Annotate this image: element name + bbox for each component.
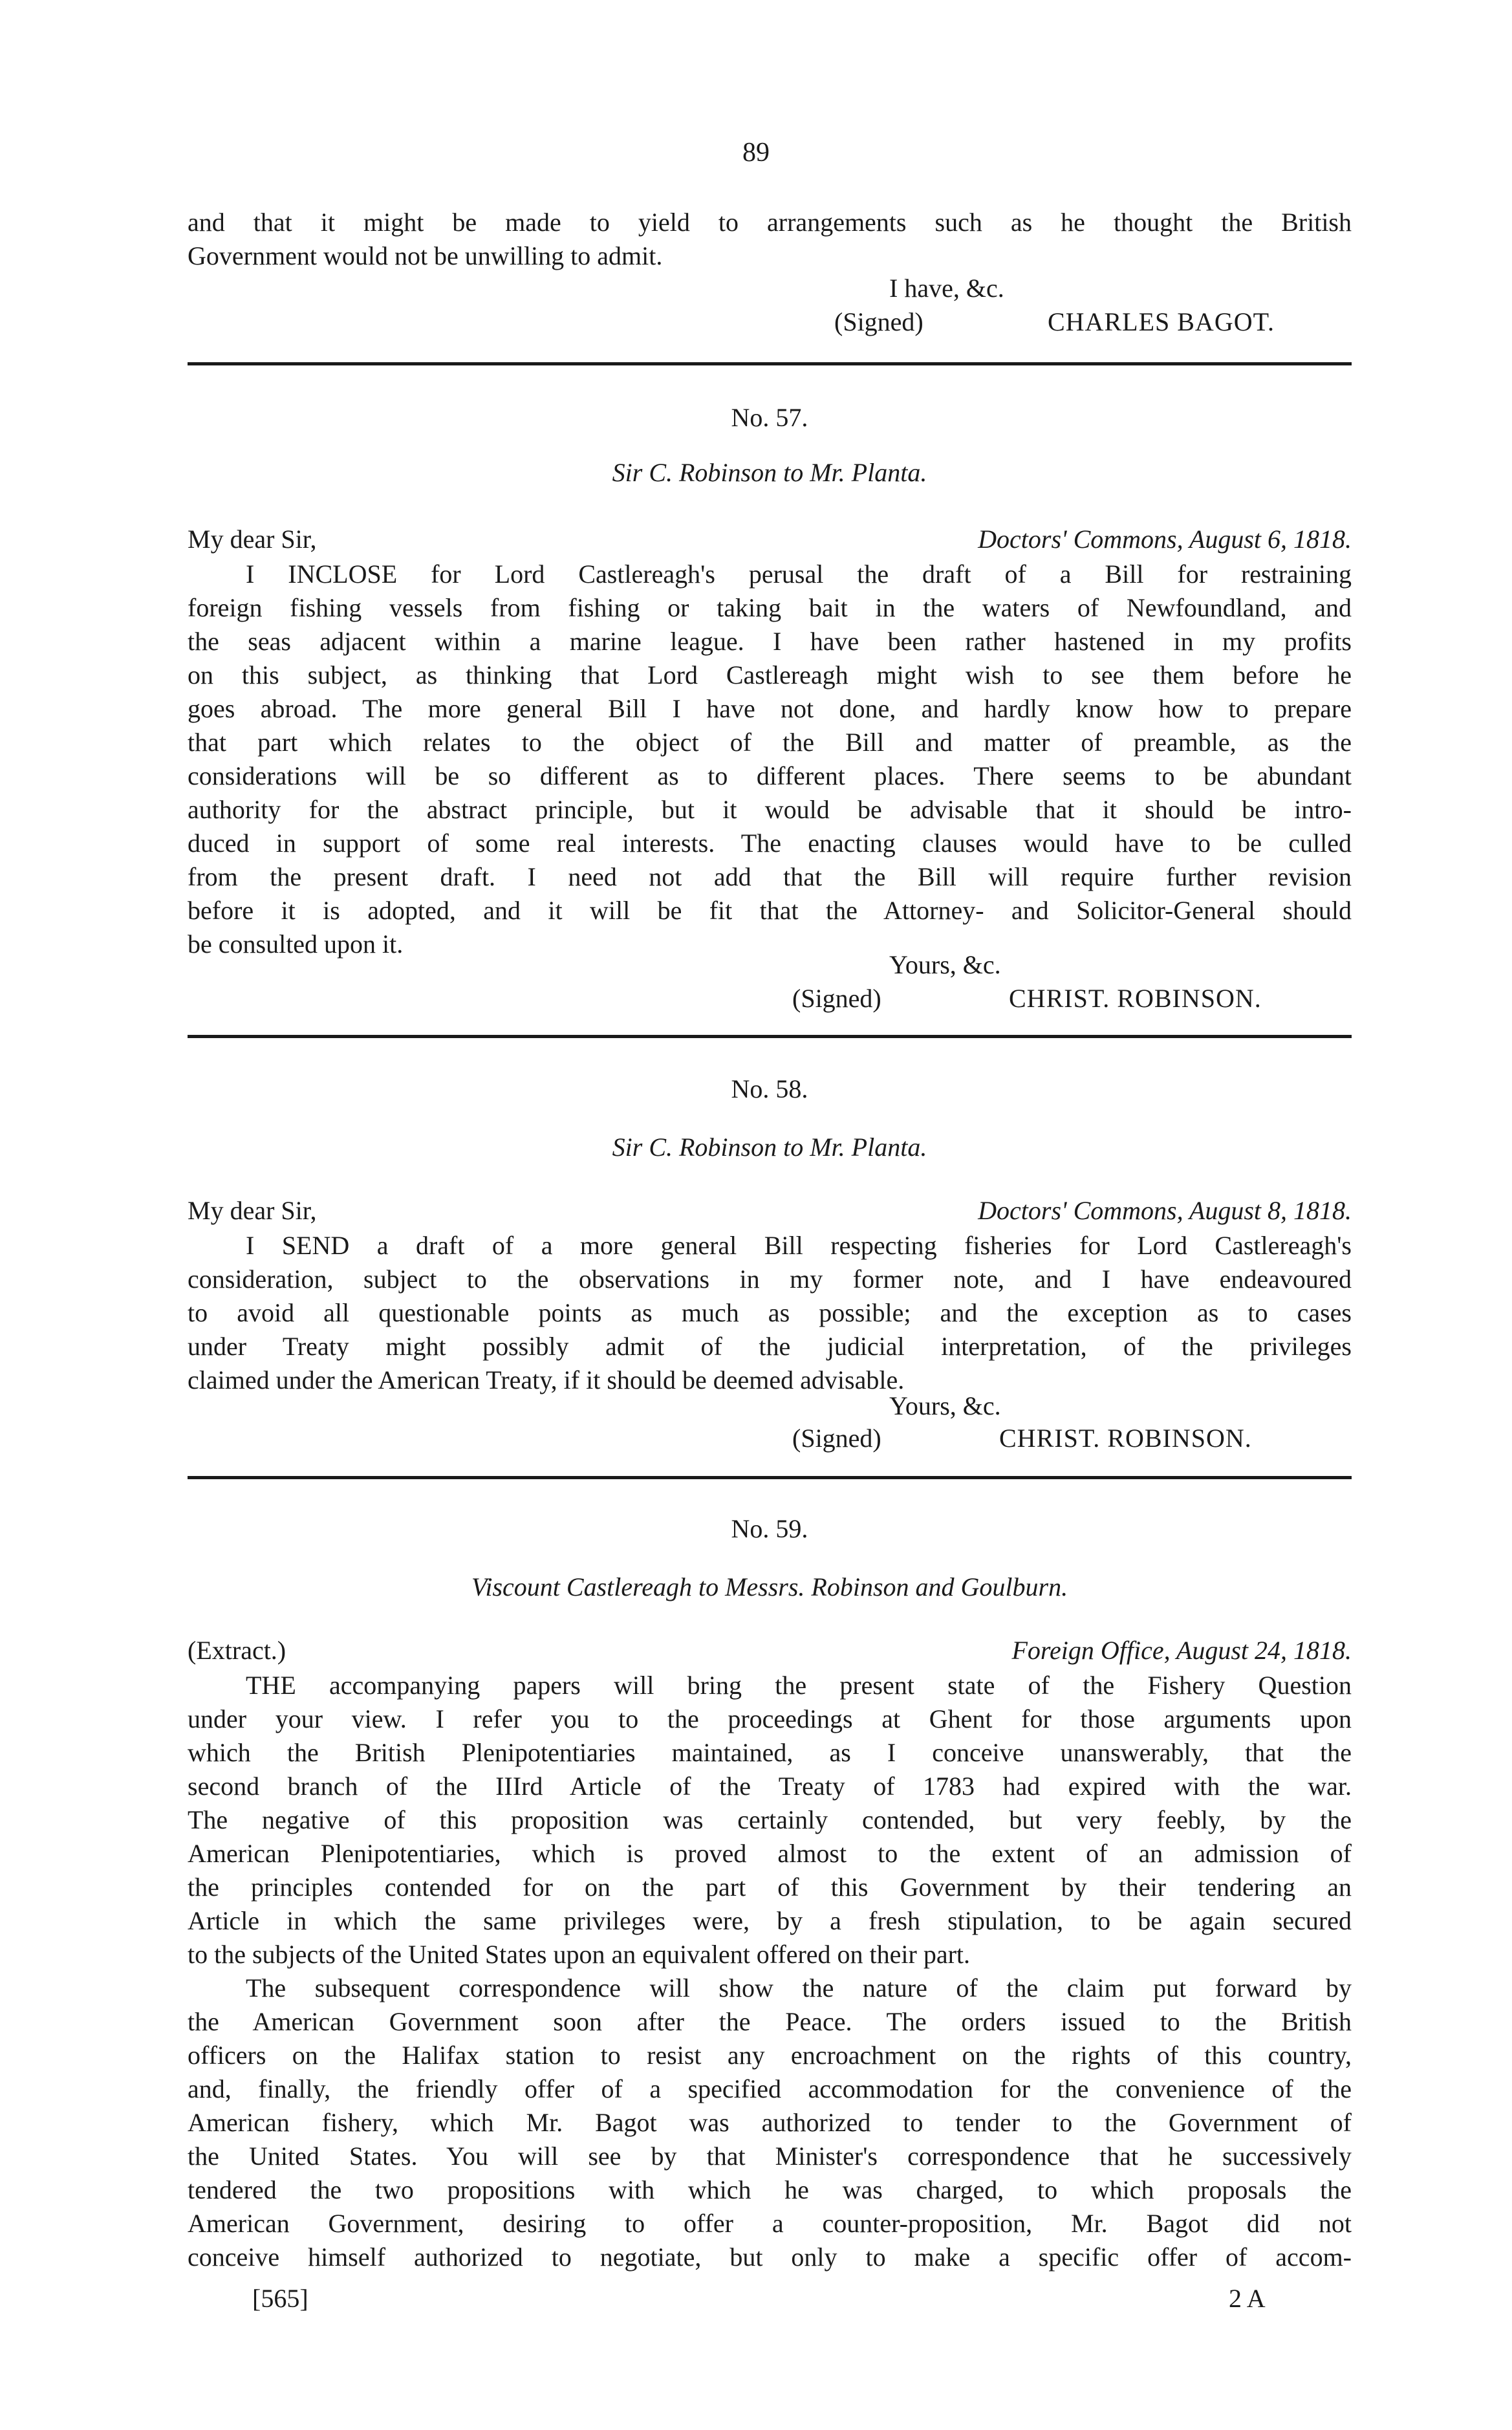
- text-line: I INCLOSE for Lord Castlereagh's perusal the draft of a Bill for restraining: [246, 559, 1352, 589]
- text-line: from the present draft. I need not add that the Bill will require further revision: [188, 862, 1352, 891]
- text-line: duced in support of some real interests. The enacting clauses would have to be culled: [188, 829, 1352, 858]
- text-line: consideration, subject to the observations in my former note, and I have endeavoured: [188, 1264, 1352, 1294]
- text-line: second branch of the IIIrd Article of the Treaty of 1783 had expired with the war.: [188, 1772, 1352, 1801]
- text-line: to the subjects of the United States upon an equivalent offered on their part.: [188, 1940, 971, 1969]
- text-line: under your view. I refer you to the proceedings at Ghent for those arguments upon: [188, 1704, 1352, 1733]
- section-divider: [188, 1035, 1352, 1038]
- letter-body: [188, 1229, 1352, 1397]
- text-line: that part which relates to the object of the Bill and matter of preamble, as the: [188, 728, 1352, 757]
- text-line: The subsequent correspondence will show the nature of the claim put forward by: [246, 1973, 1352, 2002]
- text-line: and that it might be made to yield to arrangements such as he thought the British: [188, 208, 1352, 237]
- signed-label: (Signed): [792, 984, 881, 1013]
- text-line: Article in which the same privileges were, by a fresh stipulation, to be again secured: [188, 1906, 1352, 1935]
- document-title: Sir C. Robinson to Mr. Planta.: [612, 1133, 927, 1162]
- text-line: the United States. You will see by that Minister's correspondence that he successively: [188, 2142, 1352, 2171]
- letter-body: [188, 558, 1352, 961]
- text-line: The negative of this proposition was certainly contended, but very feebly, by the: [188, 1805, 1352, 1834]
- text-line: under Treaty might possibly admit of the judicial interpretation, of the privileges: [188, 1332, 1352, 1361]
- text-line: authority for the abstract principle, but it would be advisable that it should be intro-: [188, 795, 1352, 824]
- signed-label: (Signed): [792, 1424, 881, 1453]
- text-line: goes abroad. The more general Bill I have not done, and hardly know how to prepare: [188, 694, 1352, 723]
- text-line: the seas adjacent within a marine league. I have been rather hastened in my profits: [188, 627, 1352, 656]
- text-line: and, finally, the friendly offer of a specified accommodation for the convenience of the: [188, 2074, 1352, 2103]
- text-line: officers on the Halifax station to resist any encroachment on the rights of this country,: [188, 2041, 1352, 2070]
- text-line: I SEND a draft of a more general Bill respecting fisheries for Lord Castlereagh's: [246, 1231, 1352, 1260]
- text-line: which the British Plenipotentiaries maintained, as I conceive unanswerably, that the: [188, 1738, 1352, 1767]
- document-number: No. 58.: [731, 1074, 808, 1103]
- signer-name: CHRIST. ROBINSON.: [1009, 984, 1262, 1013]
- document-title: Viscount Castlereagh to Messrs. Robinson and Goulburn.: [471, 1572, 1068, 1601]
- closing: Yours, &c.: [889, 950, 1001, 979]
- salutation: My dear Sir,: [188, 525, 317, 554]
- letter-body: [188, 1669, 1352, 2274]
- signer-name: CHARLES BAGOT.: [1048, 307, 1275, 336]
- salutation: My dear Sir,: [188, 1196, 317, 1225]
- sheet-mark: 2 A: [1229, 2284, 1266, 2313]
- opening-paragraph: [188, 206, 1352, 273]
- section-divider: [188, 362, 1352, 365]
- text-line: to avoid all questionable points as much as possible; and the exception as to cases: [188, 1298, 1352, 1327]
- text-line: THE accompanying papers will bring the present state of the Fishery Question: [246, 1671, 1352, 1700]
- document-number: No. 59.: [731, 1514, 808, 1543]
- text-line: American Plenipotentiaries, which is proved almost to the extent of an admission of: [188, 1839, 1352, 1868]
- dateline: Doctors' Commons, August 6, 1818.: [978, 525, 1352, 554]
- text-line: American Government, desiring to offer a counter-proposition, Mr. Bagot did not: [188, 2209, 1352, 2238]
- text-line: tendered the two propositions with which he was charged, to which proposals the: [188, 2175, 1352, 2204]
- text-line: the principles contended for on the part of this Government by their tendering an: [188, 1872, 1352, 1902]
- text-line: claimed under the American Treaty, if it should be deemed advisable.: [188, 1365, 905, 1394]
- page-number: 89: [742, 138, 770, 168]
- section-divider: [188, 1476, 1352, 1479]
- signature-mark: [565]: [252, 2284, 308, 2313]
- text-line: American fishery, which Mr. Bagot was authorized to tender to the Government of: [188, 2108, 1352, 2137]
- text-line: be consulted upon it.: [188, 929, 404, 959]
- document-number: No. 57.: [731, 403, 808, 432]
- text-line: considerations will be so different as to different places. There seems to be abundant: [188, 761, 1352, 790]
- dateline: Foreign Office, August 24, 1818.: [1011, 1636, 1352, 1665]
- dateline: Doctors' Commons, August 8, 1818.: [978, 1196, 1352, 1225]
- extract-label: (Extract.): [188, 1636, 286, 1665]
- document-title: Sir C. Robinson to Mr. Planta.: [612, 458, 927, 487]
- text-line: before it is adopted, and it will be fit that the Attorney- and Solicitor-General should: [188, 896, 1352, 925]
- text-line: the American Government soon after the Peace. The orders issued to the British: [188, 2007, 1352, 2036]
- signed-label: (Signed): [834, 307, 923, 336]
- text-line: foreign fishing vessels from fishing or taking bait in the waters of Newfoundland, and: [188, 593, 1352, 622]
- text-line: conceive himself authorized to negotiate, but only to make a specific offer of accom-: [188, 2242, 1352, 2272]
- closing: I have, &c.: [889, 274, 1004, 303]
- text-line: on this subject, as thinking that Lord Castlereagh might wish to see them before he: [188, 660, 1352, 689]
- signer-name: CHRIST. ROBINSON.: [999, 1424, 1252, 1453]
- closing: Yours, &c.: [889, 1391, 1001, 1420]
- text-line: Government would not be unwilling to admit.: [188, 241, 663, 270]
